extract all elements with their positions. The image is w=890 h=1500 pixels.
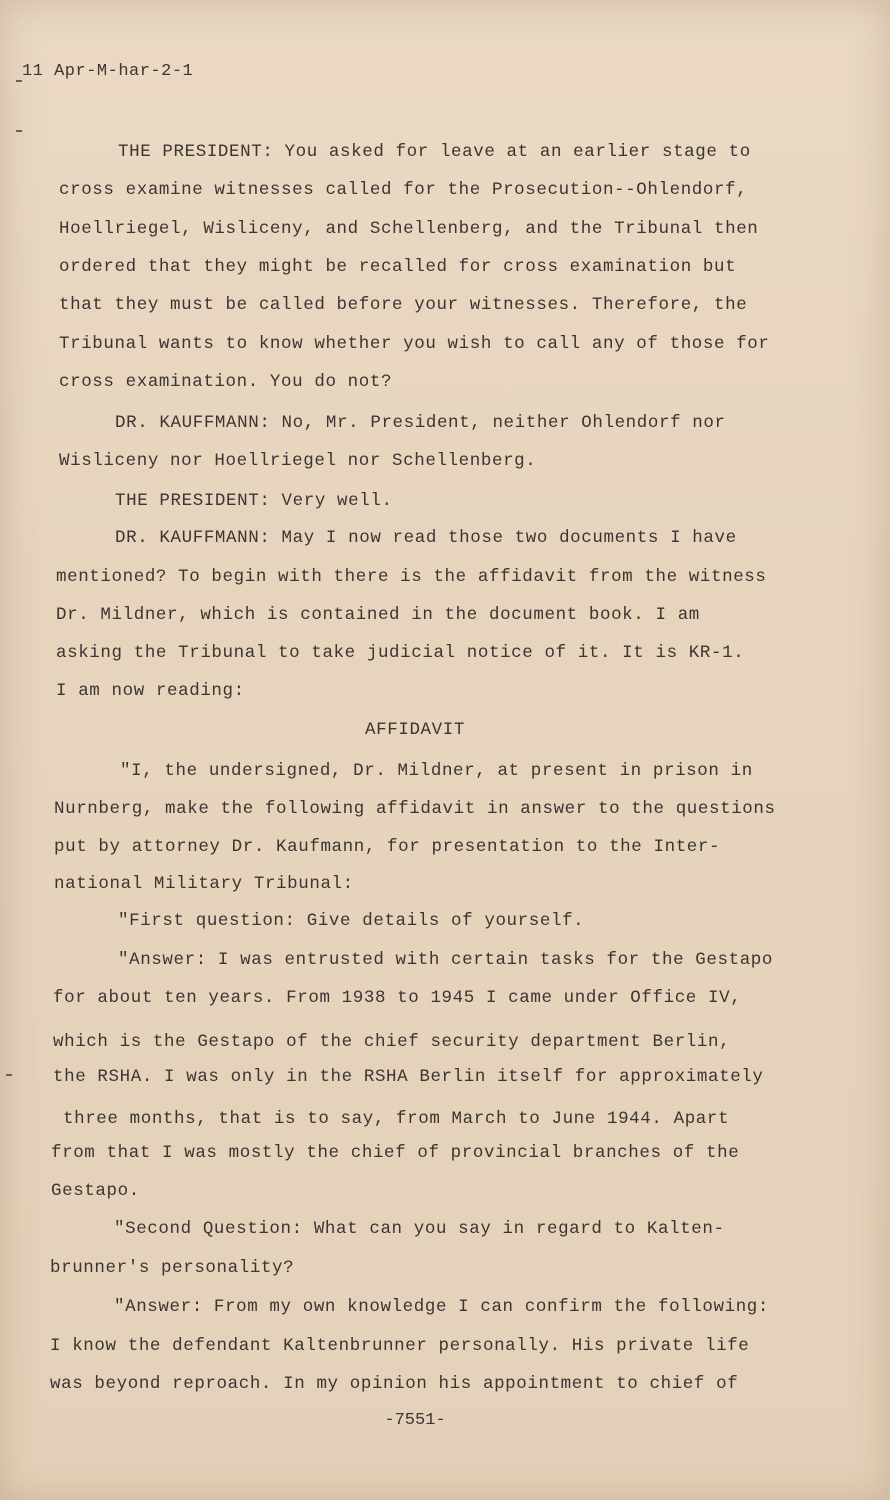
affidavit-heading: AFFIDAVIT [365, 720, 465, 740]
text-line: put by attorney Dr. Kaufmann, for presentation to the Inter- [54, 837, 721, 857]
text-line: "Second Question: What can you say in regard to Kalten- [114, 1219, 725, 1239]
text-line: I am now reading: [56, 681, 245, 701]
margin-mark [6, 1074, 12, 1076]
text-line: "First question: Give details of yourself. [118, 911, 585, 931]
text-line: was beyond reproach. In my opinion his appointment to chief of [50, 1374, 739, 1394]
text-line: which is the Gestapo of the chief security department Berlin, [53, 1032, 731, 1052]
text-line: Tribunal wants to know whether you wish to call any of those for [59, 334, 770, 354]
text-line: brunner's personality? [50, 1258, 295, 1278]
text-line: ordered that they might be recalled for cross examination but [59, 257, 737, 277]
text-line: for about ten years. From 1938 to 1945 I came under Office IV, [53, 988, 742, 1008]
text-line: cross examine witnesses called for the Prosecution--Ohlendorf, [59, 180, 748, 200]
text-line: Hoellriegel, Wisliceny, and Schellenberg, and the Tribunal then [59, 219, 759, 239]
text-line: I know the defendant Kaltenbrunner personally. His private life [50, 1336, 750, 1356]
text-line: "Answer: I was entrusted with certain tasks for the Gestapo [118, 950, 774, 970]
text-line: cross examination. You do not? [59, 372, 393, 392]
text-line: national Military Tribunal: [54, 874, 354, 894]
text-line: "I, the undersigned, Dr. Mildner, at present in prison in [120, 761, 753, 781]
text-line: Gestapo. [51, 1181, 140, 1201]
text-line: THE PRESIDENT: You asked for leave at an earlier stage to [118, 142, 751, 162]
text-line: asking the Tribunal to take judicial notice of it. It is KR-1. [56, 643, 745, 663]
text-line: from that I was mostly the chief of provincial branches of the [51, 1143, 740, 1163]
page-number: -7551- [384, 1411, 446, 1430]
text-line: Dr. Mildner, which is contained in the document book. I am [56, 605, 700, 625]
text-line: the RSHA. I was only in the RSHA Berlin itself for approximately [53, 1067, 764, 1087]
text-line: Nurnberg, make the following affidavit in answer to the questions [54, 799, 776, 819]
text-line: that they must be called before your witnesses. Therefore, the [59, 295, 748, 315]
margin-mark [16, 130, 22, 132]
text-line: three months, that is to say, from March to June 1944. Apart [63, 1109, 730, 1129]
text-line: DR. KAUFFMANN: No, Mr. President, neither Ohlendorf nor [115, 413, 726, 433]
text-line: "Answer: From my own knowledge I can confirm the following: [114, 1297, 770, 1317]
header-reference: 11 Apr-M-har-2-1 [22, 62, 194, 81]
text-line: DR. KAUFFMANN: May I now read those two documents I have [115, 528, 737, 548]
text-line: THE PRESIDENT: Very well. [115, 491, 393, 511]
text-line: Wisliceny nor Hoellriegel nor Schellenberg. [59, 451, 537, 471]
text-line: mentioned? To begin with there is the affidavit from the witness [56, 567, 767, 587]
